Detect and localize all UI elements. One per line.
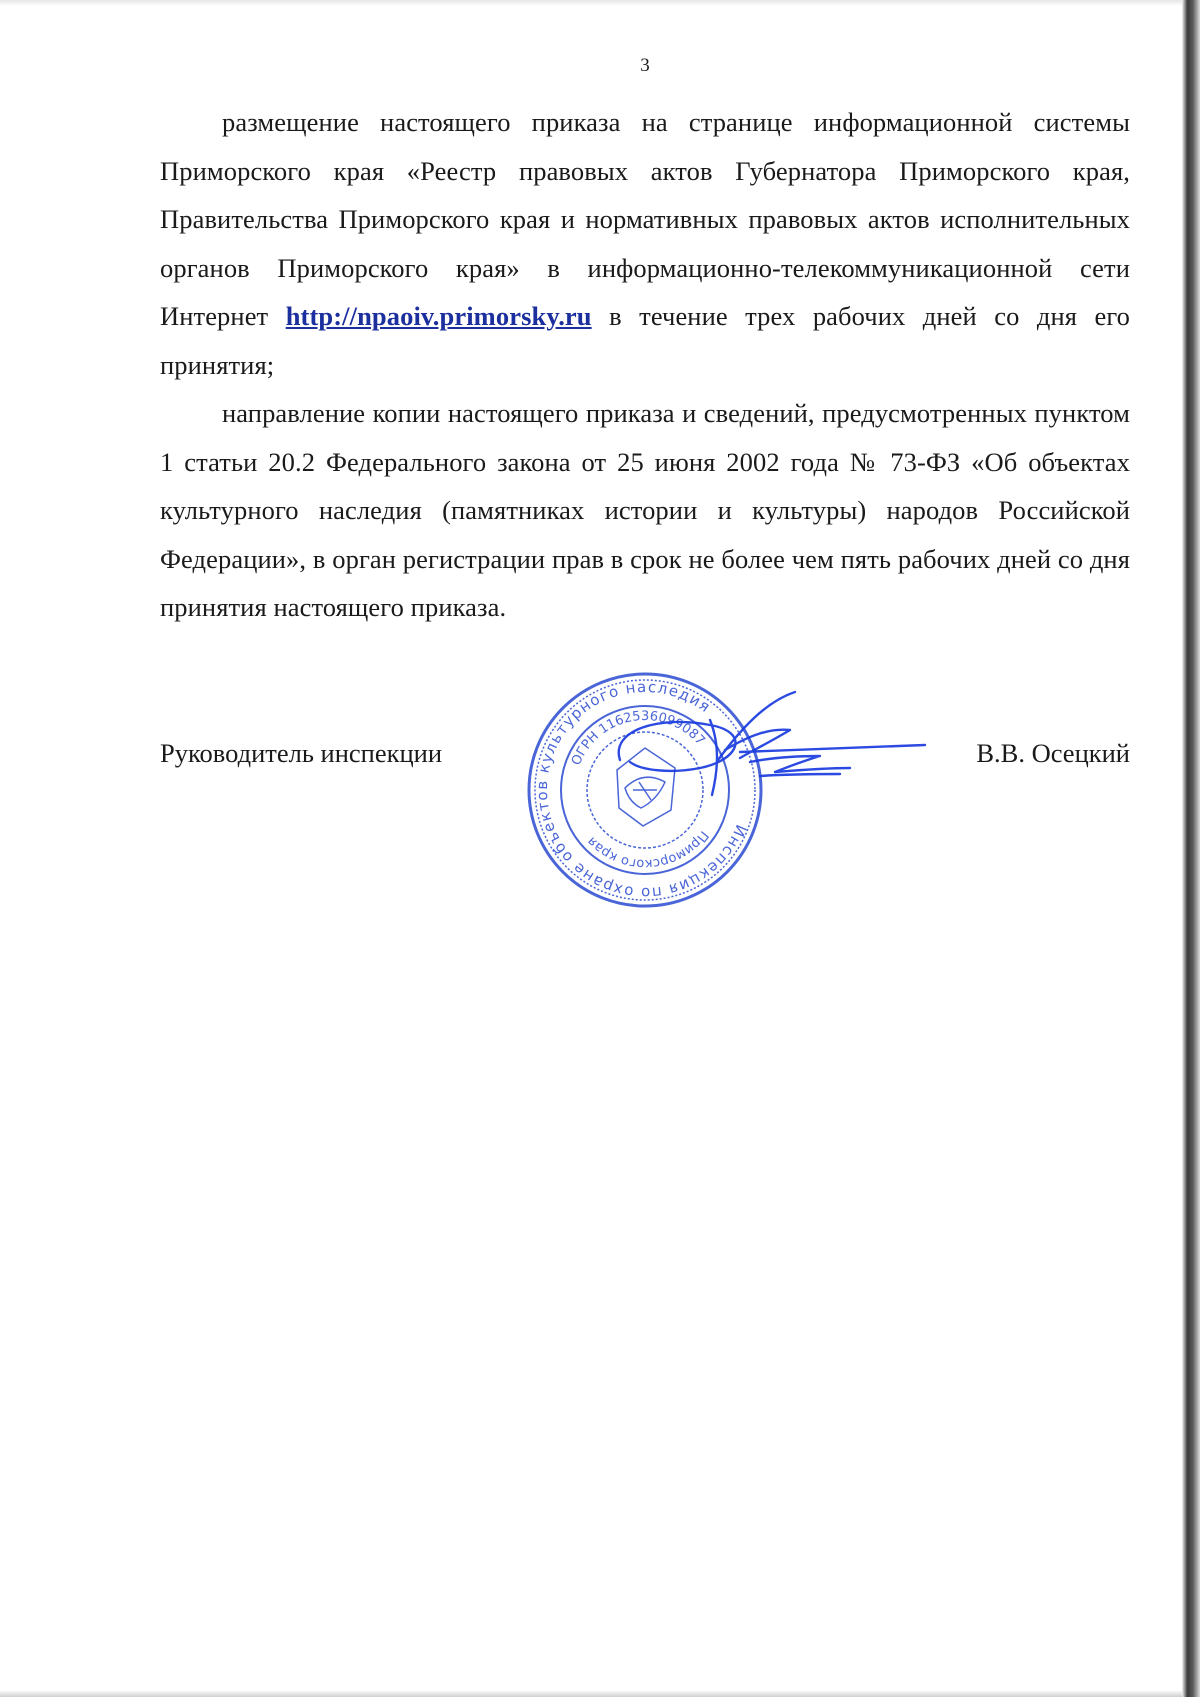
- paragraph-publication-tail: в течение трех рабочих дней со дня его принятия;: [160, 301, 1131, 380]
- signatory-name: В.В. Осецкий: [976, 738, 1130, 768]
- scan-edge-top: [0, 0, 1182, 6]
- page-number: 3: [640, 55, 650, 76]
- seal-inner-text: Приморского края: [584, 827, 712, 872]
- seal-outer-text: Инспекция по охране объектов культурного наследия: [532, 677, 751, 903]
- scan-edge-bottom: [0, 1690, 1182, 1697]
- seal-ogrn-text: ОГРН 1162536099087: [568, 708, 708, 768]
- scan-edge-right: [1182, 0, 1200, 1697]
- paragraph-copy-direction: направление копии настоящего приказа и сведений, предусмотренных пунктом 1 статьи 20.2 Федерального закона от 25 июня 2002 года № 73-ФЗ «Об объектах культурного наследия (памятниках истории и культуры) народов Российской Федерации», в орган регистрации прав в срок не более чем пять рабочих дней со дня принятия настоящего приказа.: [160, 398, 1130, 622]
- signatory-role: Руководитель инспекции: [160, 738, 443, 768]
- paragraph-publication-text: размещение настоящего приказа на странице информационной системы Приморского края «Реестр правовых актов Губернатора Приморского края, Правительства Приморского края и нормативных правовых актов исполнительных органов Приморского края» в информационно-телекоммуникационной сети Интернет: [160, 107, 1130, 331]
- registry-link[interactable]: http://npaoiv.primorsky.ru: [285, 301, 592, 331]
- handwritten-signature: [600, 690, 940, 810]
- paragraph-publication: [160, 98, 1130, 389]
- document-body: [160, 98, 1130, 632]
